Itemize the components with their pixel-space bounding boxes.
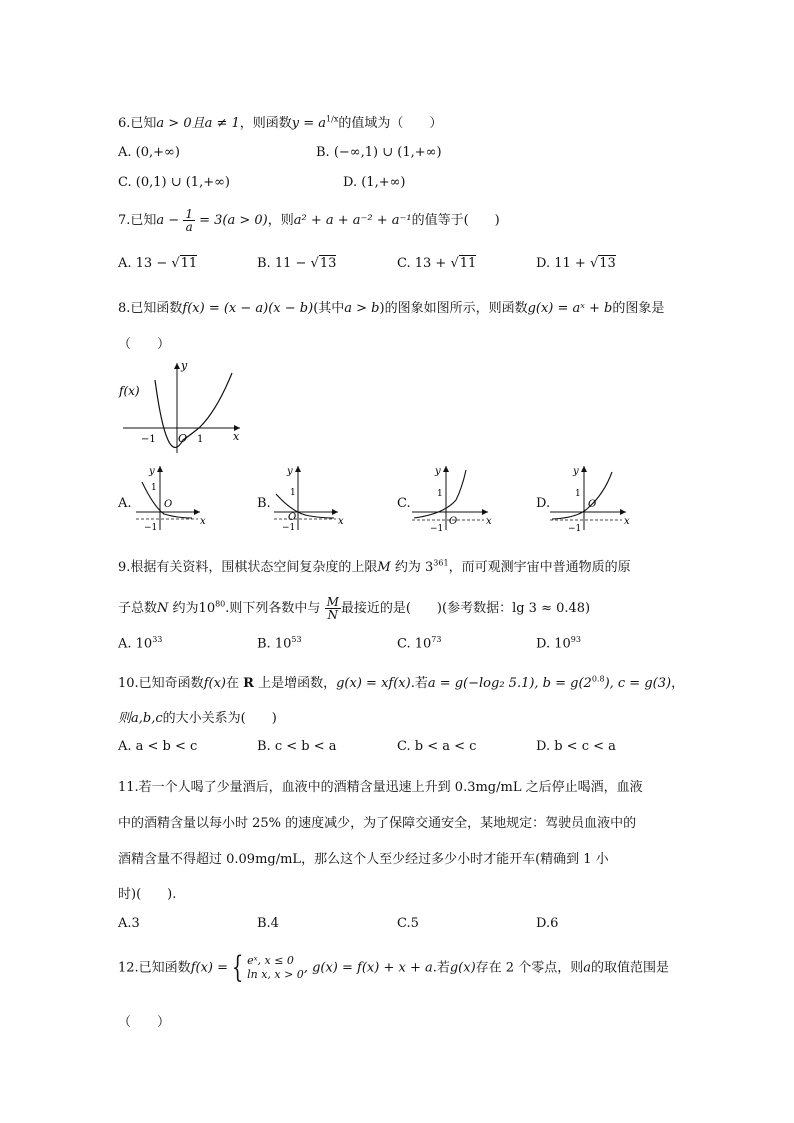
q6-option-b: B. (−∞,1) ∪ (1,+∞) (316, 145, 442, 160)
svg-text:−1: −1 (568, 524, 582, 532)
q11-option-c: C.5 (397, 916, 419, 931)
svg-text:−1: −1 (430, 524, 444, 532)
svg-text:1: 1 (290, 488, 296, 498)
q6-mid: ，则函数 (239, 116, 292, 131)
q8-option-b-graph (270, 462, 350, 532)
q6-condition: a > 0且a ≠ 1 (156, 116, 240, 131)
q12-answer-bracket: （ ） (118, 1015, 171, 1030)
q6-option-d: D. (1,+∞) (343, 175, 406, 190)
q10-option-b: B. c < b < a (257, 739, 337, 754)
q6-option-c: C. (0,1) ∪ (1,+∞) (118, 175, 230, 190)
svg-text:1: 1 (151, 483, 157, 493)
question-12-stem: 12.已知函数f(x) = { eˣ, x ≤ 0 ln x, x > 0 , g(x) = f(x) + x + a.若g(x)存在 2 个零点，则a的取值范围是 (118, 950, 669, 985)
main-graph-ylabel: y (181, 359, 188, 372)
svg-text:x: x (338, 516, 344, 527)
q7-option-b: B. 11 − √13 (257, 256, 337, 271)
q8-f-def: f(x) = (x − a)(x − b) (182, 301, 314, 316)
q7-frac-den: a (185, 220, 193, 234)
question-11-line4: 时)( ). (118, 887, 177, 902)
main-graph-flabel: f(x) (119, 384, 140, 398)
svg-text:x: x (200, 516, 206, 527)
main-graph-tick-neg: −1 (141, 434, 156, 445)
q7-cond-b: = 3(a > 0) (199, 213, 268, 228)
q8-option-a-graph (132, 462, 212, 532)
q6-option-a: A. (0,+∞) (118, 145, 180, 160)
q8-cond: a > b (344, 301, 380, 316)
question-6-stem (118, 112, 678, 131)
q9-option-b: B. $10^{53}$ (257, 635, 302, 652)
main-graph-tick-pos: 1 (197, 434, 204, 445)
q8-option-d-label: D. (536, 496, 551, 511)
main-graph-origin: O (178, 432, 188, 445)
q7-mid: ，则 (267, 213, 294, 228)
q8-option-c-label: C. (397, 496, 411, 511)
q9-fraction: $\frac{M}{N}$ (326, 595, 339, 622)
q10-option-d: D. b < c < a (536, 739, 616, 754)
question-10-line2: 则a,b,c的大小关系为( ) (118, 711, 277, 726)
q9-option-d: D. $10^{93}$ (536, 635, 581, 652)
svg-text:x: x (624, 516, 630, 527)
q8-option-c-graph (410, 462, 495, 532)
q8-option-a-label: A. (118, 496, 132, 511)
question-10-line1: 10.已知奇函数f(x)在 R 上是增函数，g(x) = xf(x).若a = g(−log₂ 5.1), $b = g(2^{0.8})$, c = g(3)， (118, 674, 685, 691)
q8-answer-bracket: （ ） (118, 337, 171, 352)
q8-main-graph (115, 355, 250, 455)
q9-option-c: C. $10^{73}$ (397, 635, 442, 652)
q7-frac-num: 1 (185, 207, 193, 221)
q7-option-d: D. 11 + √13 (536, 256, 616, 271)
question-9-line2: 子总数N 约为$10^{80}$.则下列各数中与 $\frac{M}{N}$ 最接近的是( )(参考数据：lg 3 ≈ 0.48) (118, 595, 591, 622)
q11-option-a: A.3 (118, 916, 140, 931)
question-9-line1: 9.根据有关资料，围棋状态空间复杂度的上限M 约为 $3^{361}$，而可观测宇宙中普通物质的原 (118, 558, 631, 575)
svg-text:O: O (164, 499, 173, 510)
q7-option-a: A. 13 − √11 (118, 256, 198, 271)
q12-brace: { (231, 950, 244, 985)
q7-prefix: 7.已知 (118, 213, 157, 228)
svg-text:1: 1 (437, 489, 443, 499)
q6-suffix: 的值域为（ ） (338, 116, 443, 131)
q10-option-a: A. a < b < c (118, 739, 198, 754)
question-11-line1: 11.若一个人喝了少量酒后，血液中的酒精含量迅速上升到 0.3mg/mL 之后停止喝酒，血液 (118, 780, 643, 795)
q6-exponent: 1/x (326, 114, 339, 124)
q10-option-c: C. b < a < c (397, 739, 477, 754)
question-8-stem: 8.已知函数f(x) = (x − a)(x − b)(其中a > b)的图象如图所示，则函数g(x) = aˣ + b的图象是 (118, 301, 665, 316)
q7-suffix: 的值等于( ) (411, 213, 500, 228)
main-graph-xlabel: x (233, 430, 240, 443)
svg-text:y: y (573, 466, 579, 477)
q11-option-d: D.6 (536, 916, 559, 931)
q7-option-c: C. 13 + √11 (397, 256, 477, 271)
q6-prefix: 6.已知 (118, 116, 157, 131)
question-11-line3: 酒精含量不得超过 0.09mg/mL，那么这个人至少经过多少小时才能开车(精确到 1 小 (118, 852, 609, 867)
svg-text:1: 1 (575, 489, 581, 499)
svg-text:−1: −1 (144, 523, 158, 532)
q7-cond-a: a − (156, 213, 180, 228)
svg-text:y: y (149, 466, 155, 477)
q8-g-def: g(x) = aˣ + b (527, 301, 613, 316)
q7-expression: a² + a + a⁻² + a⁻¹ (293, 213, 412, 228)
svg-text:−1: −1 (282, 523, 296, 532)
question-7-stem (118, 208, 678, 233)
svg-text:x: x (486, 516, 492, 527)
q9-option-a: A. $10^{33}$ (118, 635, 163, 652)
svg-text:O: O (288, 512, 297, 523)
svg-text:y: y (435, 466, 441, 477)
svg-text:y: y (287, 466, 293, 477)
q8-option-b-label: B. (257, 496, 271, 511)
svg-text:O: O (588, 499, 597, 510)
question-11-line2: 中的酒精含量以每小时 25% 的速度减少，为了保障交通安全，某地规定：驾驶员血液中的 (118, 816, 637, 831)
q6-function: y = a (291, 116, 327, 131)
q7-fraction (183, 208, 195, 233)
q8-option-d-graph (548, 462, 633, 532)
q12-cases: eˣ, x ≤ 0 ln x, x > 0 (247, 954, 304, 981)
q11-option-b: B.4 (257, 916, 279, 931)
svg-text:O: O (449, 516, 458, 527)
